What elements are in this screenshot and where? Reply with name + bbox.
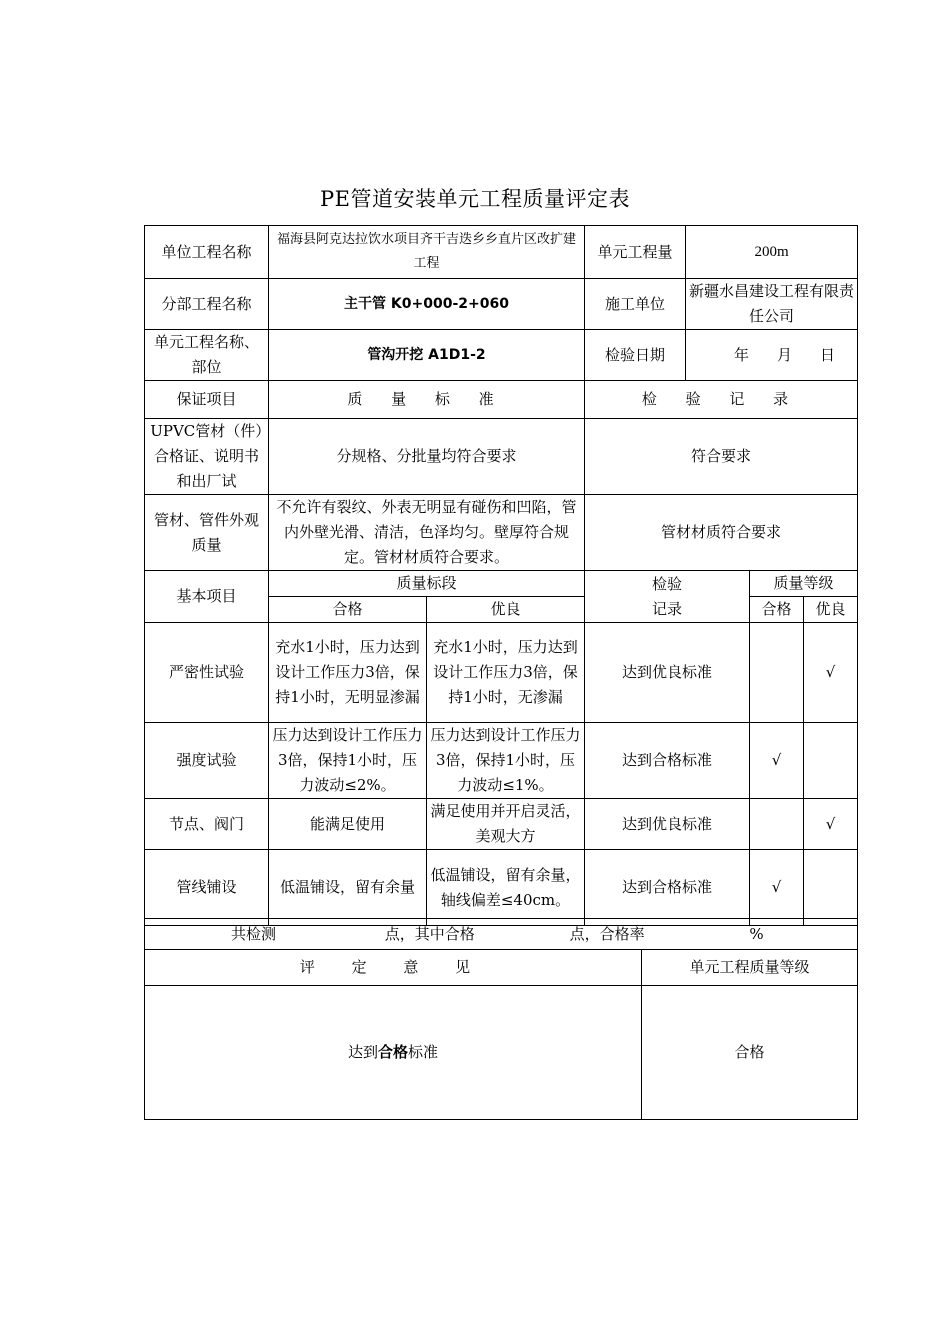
guarantee-item-1: 管材、管件外观质量 — [145, 495, 269, 571]
basic-item-1: 强度试验 — [145, 723, 269, 799]
basic-record-1: 达到合格标准 — [585, 723, 750, 799]
basic-grade-excellent-3 — [804, 850, 858, 926]
summary-total-label: 共检测 — [231, 924, 277, 943]
inspection-date-label: 检验日期 — [585, 330, 686, 381]
evaluation-summary — [144, 918, 857, 1119]
basic-grade-excellent-0: √ — [804, 623, 858, 723]
contractor-label: 施工单位 — [585, 279, 686, 330]
opinion-value — [145, 986, 642, 1120]
summary-percent: % — [749, 924, 764, 943]
basic-record-0: 达到优良标准 — [585, 623, 750, 723]
unit-project-label: 单位工程名称 — [145, 226, 269, 279]
basic-record-3: 达到合格标准 — [585, 850, 750, 926]
basic-col-grade-excellent: 优良 — [804, 597, 858, 623]
basic-grade-excellent-1 — [804, 723, 858, 799]
basic-col-excellent: 优良 — [427, 597, 585, 623]
guarantee-standard-0: 分规格、分批量均符合要求 — [269, 419, 585, 495]
sub-project-value: 主干管 K0+000-2+060 — [269, 279, 585, 330]
unit-project-value: 福海县阿克达拉饮水项目齐干吉迭乡乡直片区改扩建工程 — [269, 226, 585, 279]
basic-record-2: 达到优良标准 — [585, 799, 750, 850]
summary-table — [144, 918, 858, 1120]
date-year: 年 — [734, 345, 750, 364]
guarantee-item-0: UPVC管材（件）合格证、说明书和出厂试 — [145, 419, 269, 495]
date-day: 日 — [820, 345, 836, 364]
guarantee-col-item: 保证项目 — [145, 381, 269, 419]
basic-excellent-1: 压力达到设计工作压力3倍，保持1小时，压力波动≤1%。 — [427, 723, 585, 799]
element-name-label: 单元工程名称、部位 — [145, 330, 269, 381]
basic-item-0: 严密性试验 — [145, 623, 269, 723]
basic-item-2: 节点、阀门 — [145, 799, 269, 850]
sub-project-label: 分部工程名称 — [145, 279, 269, 330]
basic-excellent-3-line2: 轴线偏差≤40cm。 — [440, 890, 571, 909]
basic-qualified-1: 压力达到设计工作压力3倍，保持1小时，压力波动≤2%。 — [269, 723, 427, 799]
basic-col-grade: 质量等级 — [750, 571, 858, 597]
basic-col-item: 基本项目 — [145, 571, 269, 623]
guarantee-col-standard: 质 量 标 准 — [269, 381, 585, 419]
grade-label: 单元工程质量等级 — [642, 950, 858, 986]
basic-grade-excellent-2: √ — [804, 799, 858, 850]
basic-grade-qualified-3: √ — [750, 850, 804, 926]
summary-points-label-2: 点，合格率 — [569, 924, 645, 943]
basic-excellent-3 — [427, 850, 585, 926]
guarantee-record-1: 管材材质符合要求 — [585, 495, 858, 571]
inspection-date-value — [686, 330, 858, 381]
summary-points-label: 点，其中合格 — [384, 924, 475, 943]
basic-col-qualified: 合格 — [269, 597, 427, 623]
guarantee-col-record: 检 验 记 录 — [585, 381, 858, 419]
guarantee-standard-1: 不允许有裂纹、外表无明显有碰伤和凹陷，管内外壁光滑、清洁，色泽均匀。壁厚符合规定。管材材质符合要求。 — [269, 495, 585, 571]
basic-excellent-3-line1: 低温铺设，留有余量， — [430, 865, 581, 884]
basic-excellent-0: 充水1小时，压力达到设计工作压力3倍，保持1小时，无渗漏 — [427, 623, 585, 723]
opinion-label: 评 定 意 见 — [145, 950, 642, 986]
opinion-pre: 达到 — [347, 1043, 378, 1061]
opinion-post: 标准 — [408, 1043, 439, 1061]
evaluation-table — [144, 225, 857, 919]
basic-excellent-2: 满足使用并开启灵活，美观大方 — [427, 799, 585, 850]
element-quantity-value: 200m — [686, 226, 858, 279]
guarantee-record-0: 符合要求 — [585, 419, 858, 495]
basic-item-3: 管线铺设 — [145, 850, 269, 926]
element-name-value: 管沟开挖 A1D1-2 — [269, 330, 585, 381]
date-month: 月 — [777, 345, 793, 364]
opinion-bold: 合格 — [377, 1043, 408, 1061]
basic-grade-qualified-2 — [750, 799, 804, 850]
contractor-value: 新疆水昌建设工程有限责任公司 — [686, 279, 858, 330]
page-title: PE管道安装单元工程质量评定表 — [320, 187, 630, 211]
basic-col-standard: 质量标段 — [269, 571, 585, 597]
basic-qualified-3: 低温铺设，留有余量 — [269, 850, 427, 926]
basic-col-record-line2: 记录 — [652, 599, 683, 618]
summary-row — [145, 919, 858, 950]
element-quantity-label: 单元工程量 — [585, 226, 686, 279]
grade-value: 合格 — [642, 986, 858, 1120]
basic-grade-qualified-0 — [750, 623, 804, 723]
basic-grade-qualified-1: √ — [750, 723, 804, 799]
main-table — [144, 225, 858, 926]
basic-col-grade-qualified: 合格 — [750, 597, 804, 623]
basic-qualified-2: 能满足使用 — [269, 799, 427, 850]
basic-col-record-line1: 检验 — [652, 574, 683, 593]
basic-qualified-0: 充水1小时，压力达到设计工作压力3倍，保持1小时，无明显渗漏 — [269, 623, 427, 723]
basic-col-record — [585, 571, 750, 623]
